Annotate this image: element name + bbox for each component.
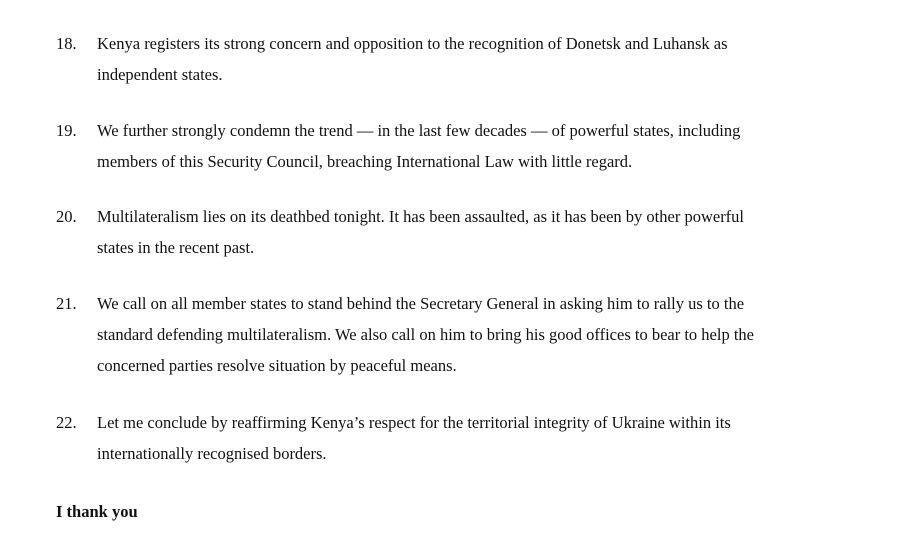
paragraph-text: [97, 407, 877, 469]
paragraph-line: concerned parties resolve situation by peaceful means.: [97, 356, 457, 375]
paragraph-line: Multilateralism lies on its deathbed tonight. It has been assaulted, as it has been by other powerful: [97, 207, 745, 226]
paragraph-text: [97, 288, 877, 381]
closing-remark: I thank you: [56, 502, 138, 521]
paragraph-line: We further strongly condemn the trend — in the last few decades — of powerful states, including: [97, 121, 741, 140]
paragraph-line: Kenya registers its strong concern and opposition to the recognition of Donetsk and Luhansk as: [97, 34, 728, 53]
paragraph-line: members of this Security Council, breaching International Law with little regard.: [97, 152, 633, 171]
paragraph-line: internationally recognised borders.: [97, 444, 327, 463]
paragraph-text: [97, 28, 877, 90]
paragraph-line: Let me conclude by reaffirming Kenya’s respect for the territorial integrity of Ukraine within its: [97, 413, 731, 432]
paragraph-number: 20.: [56, 207, 77, 226]
paragraph-line: independent states.: [97, 65, 223, 84]
paragraph-text: [97, 201, 877, 263]
paragraph-text: [97, 115, 877, 177]
paragraph-number: 19.: [56, 121, 77, 140]
paragraph-line: standard defending multilateralism. We also call on him to bring his good offices to bear to help the: [97, 325, 754, 344]
paragraph-number: 21.: [56, 294, 77, 313]
paragraph-number: 22.: [56, 413, 77, 432]
paragraph-line: We call on all member states to stand behind the Secretary General in asking him to rally us to the: [97, 294, 745, 313]
paragraph-line: states in the recent past.: [97, 238, 255, 257]
paragraph-number: 18.: [56, 34, 77, 53]
